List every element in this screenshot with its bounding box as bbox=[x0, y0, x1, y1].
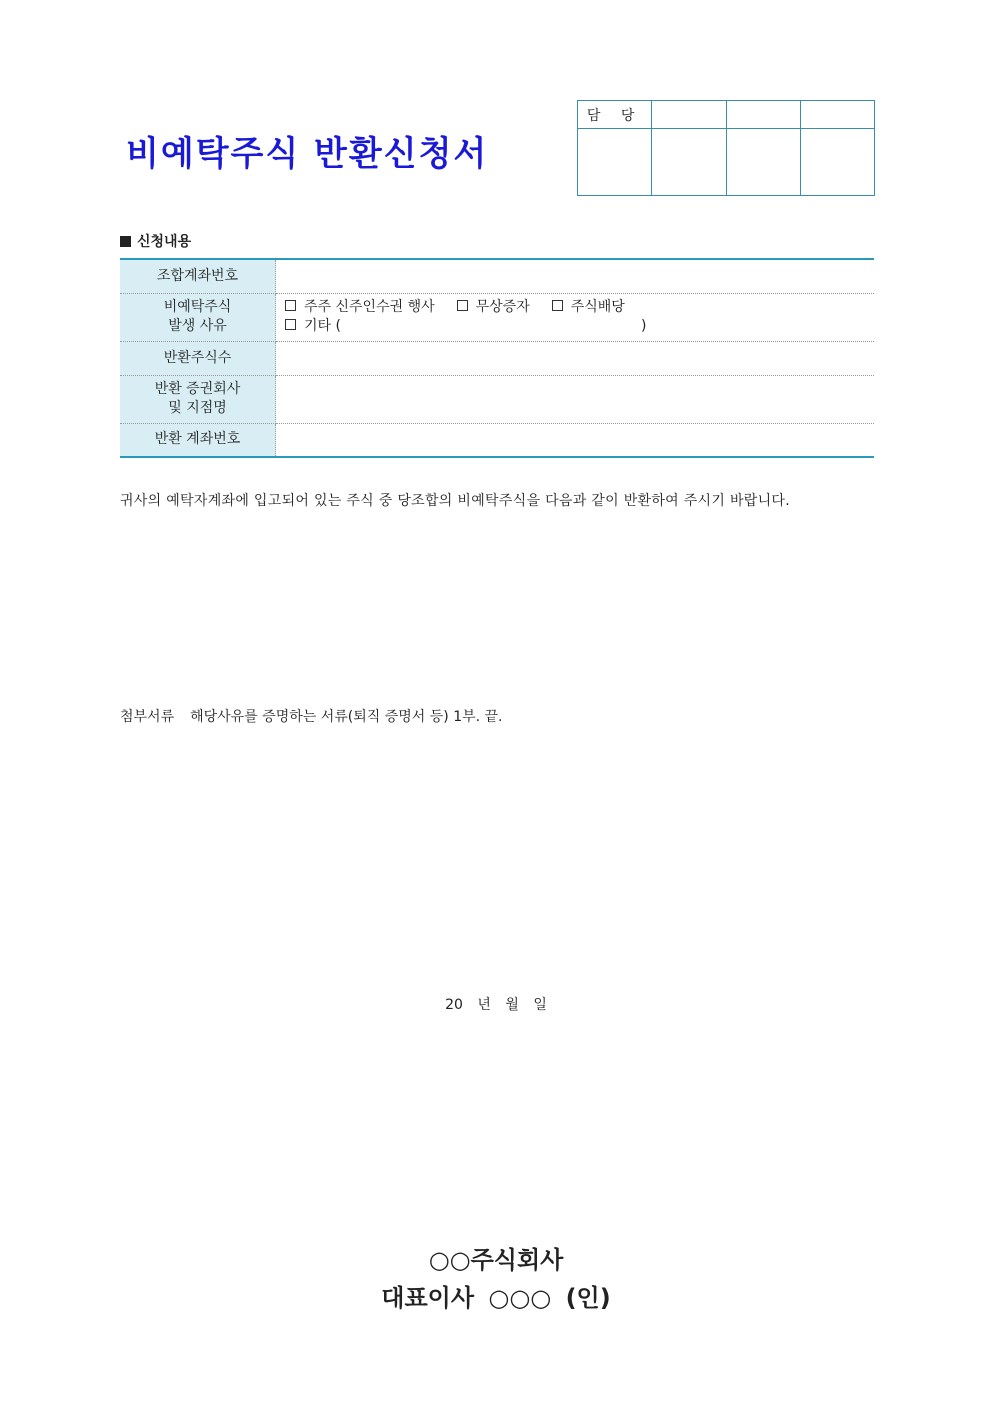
reason-label-line2: 발생 사유 bbox=[168, 318, 227, 334]
square-bullet-icon bbox=[120, 236, 131, 247]
broker-field[interactable] bbox=[276, 375, 875, 423]
checkbox-icon[interactable] bbox=[457, 300, 468, 311]
approval-sign-cell[interactable] bbox=[578, 129, 652, 196]
approval-box bbox=[577, 100, 875, 196]
reason-option-label: 주식배당 bbox=[570, 299, 625, 315]
reason-option-label: 무상증자 bbox=[475, 299, 530, 315]
section-heading bbox=[120, 231, 191, 251]
reason-label-line1: 비예탁주식 bbox=[163, 299, 232, 315]
count-label: 반환주식수 bbox=[120, 341, 276, 375]
reason-option[interactable] bbox=[285, 298, 435, 317]
broker-label-line2: 및 지점명 bbox=[168, 400, 227, 416]
approval-sign-cell[interactable] bbox=[726, 129, 800, 196]
count-field[interactable] bbox=[276, 341, 875, 375]
other-label: 기타 ( bbox=[304, 318, 341, 334]
return-account-field[interactable] bbox=[276, 423, 875, 457]
approval-cell[interactable] bbox=[726, 101, 800, 129]
approval-cell[interactable] bbox=[800, 101, 874, 129]
company-name: ○○주식회사 bbox=[428, 1246, 564, 1274]
reason-field bbox=[276, 293, 875, 341]
approval-cell[interactable] bbox=[652, 101, 726, 129]
reason-option-label: 주주 신주인수권 행사 bbox=[304, 299, 435, 315]
ceo-signature: 대표이사 ○○○ (인) bbox=[381, 1284, 611, 1312]
section-heading-text: 신청내용 bbox=[137, 234, 192, 250]
account-field[interactable] bbox=[276, 259, 875, 293]
attachment-line bbox=[120, 706, 503, 726]
account-label: 조합계좌번호 bbox=[120, 259, 276, 293]
reason-option[interactable] bbox=[457, 298, 530, 317]
request-text: 귀사의 예탁자계좌에 입고되어 있는 주식 중 당조합의 비예탁주식을 다음과 같이 반환하여 주시기 바랍니다. bbox=[120, 493, 791, 509]
return-account-label: 반환 계좌번호 bbox=[120, 423, 276, 457]
reason-option[interactable] bbox=[552, 298, 625, 317]
attachment-label: 첨부서류 bbox=[120, 709, 175, 725]
approval-header: 담 당 bbox=[578, 101, 652, 129]
approval-sign-cell[interactable] bbox=[800, 129, 874, 196]
date-line: 20 년 월 일 bbox=[445, 997, 547, 1013]
reason-label bbox=[120, 293, 276, 341]
broker-label bbox=[120, 375, 276, 423]
checkbox-icon[interactable] bbox=[285, 300, 296, 311]
application-form bbox=[120, 258, 874, 458]
checkbox-icon[interactable] bbox=[552, 300, 563, 311]
approval-sign-cell[interactable] bbox=[652, 129, 726, 196]
broker-label-line1: 반환 증권회사 bbox=[154, 381, 241, 397]
other-close: ) bbox=[640, 318, 647, 334]
checkbox-icon[interactable] bbox=[285, 319, 296, 330]
document-title: 비예탁주식 반환신청서 bbox=[126, 134, 489, 174]
attachment-text: 해당사유를 증명하는 서류(퇴직 증명서 등) 1부. 끝. bbox=[190, 709, 503, 725]
